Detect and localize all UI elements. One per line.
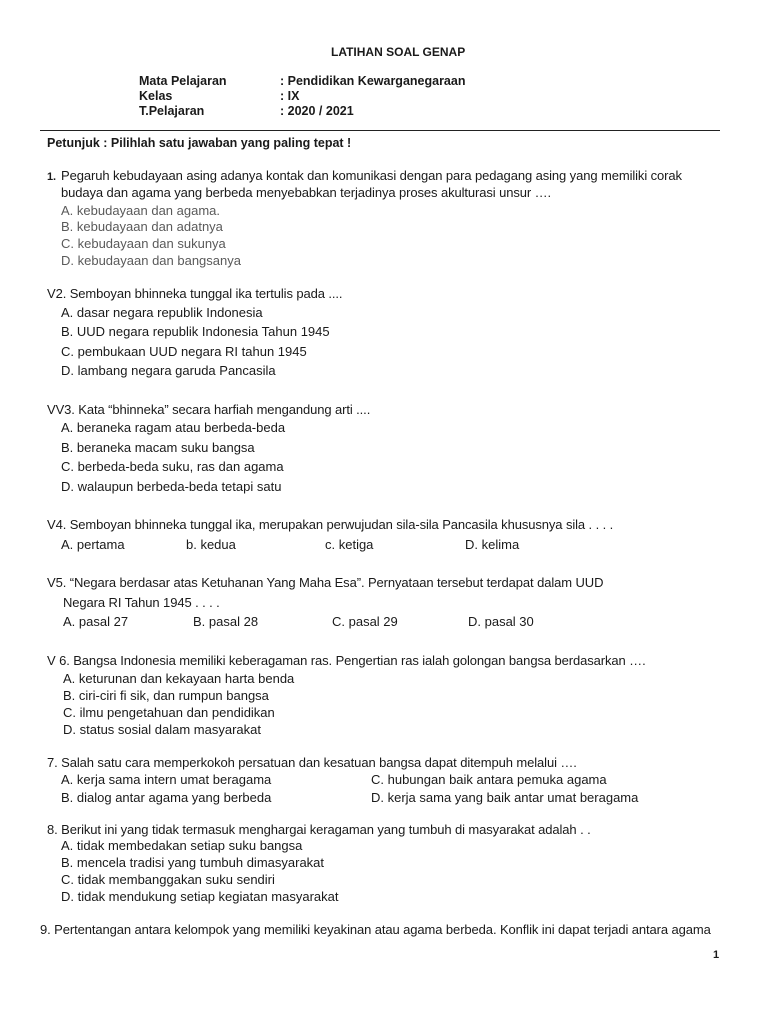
question-8-option-a: A. tidak membedakan setiap suku bangsa (61, 838, 303, 853)
question-9-text: 9. Pertentangan antara kelompok yang memiliki keyakinan atau agama berbeda. Konflik ini dapat terjadi antara agama (40, 922, 711, 937)
question-2-text: V2. Semboyan bhinneka tunggal ika tertulis pada .... (47, 286, 343, 301)
question-4-text: V4. Semboyan bhinneka tunggal ika, merupakan perwujudan sila-sila Pancasila khususnya sila . . . . (47, 517, 614, 532)
question-1-option-d: D. kebudayaan dan bangsanya (61, 253, 241, 268)
question-8-option-c: C. tidak membanggakan suku sendiri (61, 872, 275, 887)
question-3-option-a: A. beraneka ragam atau berbeda-beda (61, 420, 286, 435)
question-5-option-b: B. pasal 28 (193, 614, 259, 629)
year-value: : 2020 / 2021 (280, 104, 354, 118)
question-7-option-c: C. hubungan baik antara pemuka agama (371, 772, 607, 787)
question-7-option-a: A. kerja sama intern umat beragama (61, 772, 272, 787)
question-3-option-b: B. beraneka macam suku bangsa (61, 440, 255, 455)
question-2-option-c: C. pembukaan UUD negara RI tahun 1945 (61, 344, 307, 359)
question-5-option-c: C. pasal 29 (332, 614, 398, 629)
question-5-option-a: A. pasal 27 (63, 614, 129, 629)
question-7-option-b: B. dialog antar agama yang berbeda (61, 790, 272, 805)
question-1-text-line-1: Pegaruh kebudayaan asing adanya kontak dan komunikasi dengan para pedagang asing yang memiliki corak (61, 168, 682, 183)
question-4-option-c: c. ketiga (325, 537, 374, 552)
instruction: Petunjuk : Pilihlah satu jawaban yang paling tepat ! (47, 136, 352, 150)
question-1-option-c: C. kebudayaan dan sukunya (61, 236, 226, 251)
class-label: Kelas (139, 89, 173, 103)
question-3-text: VV3. Kata “bhinneka” secara harfiah mengandung arti .... (47, 402, 371, 417)
question-6-option-b: B. ciri-ciri fi sik, dan rumpun bangsa (63, 688, 269, 703)
question-2-option-d: D. lambang negara garuda Pancasila (61, 363, 276, 378)
class-value: : IX (280, 89, 300, 103)
question-6-text: V 6. Bangsa Indonesia memiliki keberagaman ras. Pengertian ras ialah golongan bangsa berdasarkan …. (47, 653, 646, 668)
question-3-option-d: D. walaupun berbeda-beda tetapi satu (61, 479, 282, 494)
question-3-option-c: C. berbeda-beda suku, ras dan agama (61, 459, 284, 474)
question-7-text: 7. Salah satu cara memperkokoh persatuan dan kesatuan bangsa dapat ditempuh melalui …. (47, 755, 577, 770)
subject-value: : Pendidikan Kewarganegaraan (280, 74, 466, 88)
question-2-option-b: B. UUD negara republik Indonesia Tahun 1945 (61, 324, 330, 339)
question-7-option-d: D. kerja sama yang baik antar umat beragama (371, 790, 639, 805)
question-4-option-b: b. kedua (186, 537, 236, 552)
question-5-option-d: D. pasal 30 (468, 614, 534, 629)
question-4-option-a: A. pertama (61, 537, 125, 552)
question-5-text-line-2: Negara RI Tahun 1945 . . . . (63, 595, 220, 610)
question-6-option-a: A. keturunan dan kekayaan harta benda (63, 671, 295, 686)
document-title: LATIHAN SOAL GENAP (331, 45, 466, 59)
header-divider (40, 130, 720, 131)
question-5-text-line-1: V5. “Negara berdasar atas Ketuhanan Yang Maha Esa”. Pernyataan tersebut terdapat dalam UUD (47, 575, 604, 590)
question-1-option-b: B. kebudayaan dan adatnya (61, 219, 223, 234)
question-8-option-d: D. tidak mendukung setiap kegiatan masyarakat (61, 889, 339, 904)
question-1-text-line-2: budaya dan agama yang berbeda menyebabkan terjadinya proses akulturasi unsur …. (61, 185, 552, 200)
question-8-text: 8. Berikut ini yang tidak termasuk menghargai keragaman yang tumbuh di masyarakat adalah . . (47, 822, 591, 837)
year-label: T.Pelajaran (139, 104, 205, 118)
subject-label: Mata Pelajaran (139, 74, 227, 88)
question-6-option-c: C. ilmu pengetahuan dan pendidikan (63, 705, 275, 720)
question-8-option-b: B. mencela tradisi yang tumbuh dimasyarakat (61, 855, 325, 870)
question-1-option-a: A. kebudayaan dan agama. (61, 203, 221, 218)
question-6-option-d: D. status sosial dalam masyarakat (63, 722, 261, 737)
question-1-number: 1. (47, 171, 56, 183)
question-2-option-a: A. dasar negara republik Indonesia (61, 305, 263, 320)
question-4-option-d: D. kelima (465, 537, 520, 552)
page-number: 1 (713, 949, 720, 961)
